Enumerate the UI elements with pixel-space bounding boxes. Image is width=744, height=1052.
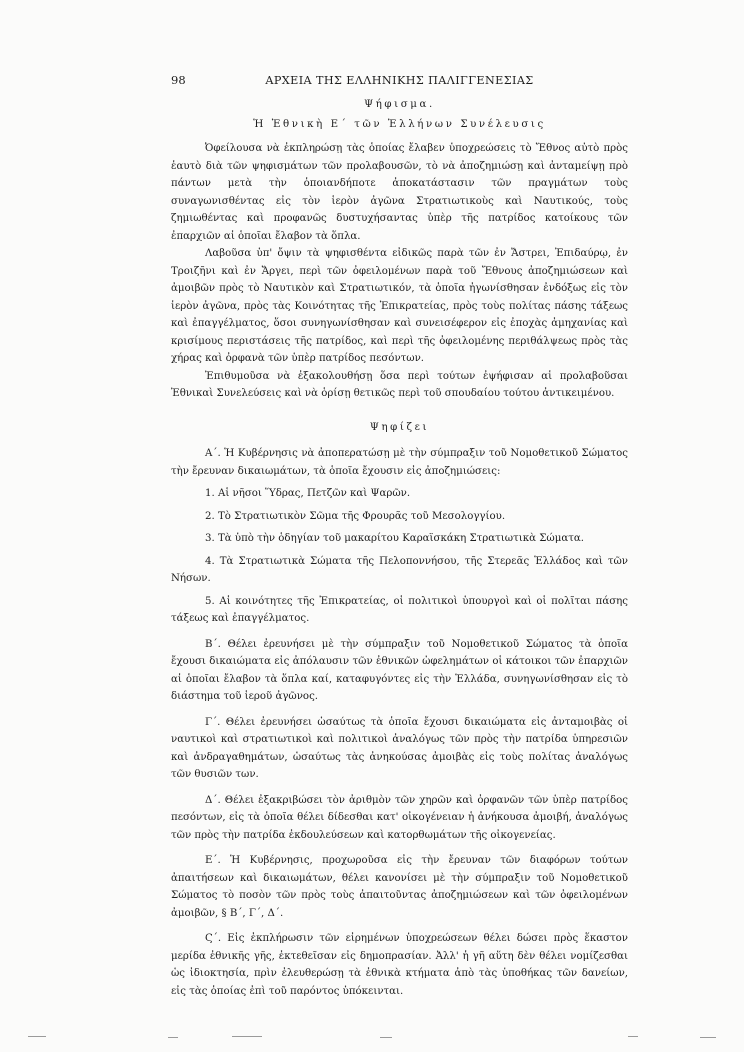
article-d: Δ΄. Θέλει ἐξακριβώσει τὸν ἀριθμὸν τῶν χηρῶν καὶ ὀρφανῶν τῶν ὑπὲρ πατρίδος πεσόντων, εἰς τὰ ὁποῖα θέλει δίδεσθαι κατ' οἰκογένειαν ἡ ἀνήκουσα ἀμοιβή, ἀναλόγως τῶν πρὸς τὴν πατρίδα ἐκδουλεύσεων καὶ κατορθωμάτων τῆς οἰκογενείας. [171,794,628,841]
preamble-paragraph: Ἐπιθυμοῦσα νὰ ἐξακολουθήσῃ ὅσα περὶ τούτων ἐψήφισαν αἱ προλαβοῦσαι Ἐθνικαὶ Συνελεύσεις καὶ νὰ ὁρίσῃ θετικῶς περὶ τοῦ σπουδαίου τούτου ἀντικειμένου. [171,370,628,399]
article-f: Ϛ΄. Εἰς ἐκπλήρωσιν τῶν εἰρημένων ὑποχρεώσεων θέλει δώσει πρὸς ἕκαστον μερίδα ἐθνικῆς γῆς, ἐκτεθεῖσαν εἰς δημοπρασίαν. Ἀλλ' ἡ γῆ αὕτη δὲν θέλει νομίζεσθαι ὡς ἰδιοκτησία, πρὶν ἐλευθερώσῃ τὰ ἐθνικὰ κτήματα ἀπὸ τὰς ὑποθήκας τῶν δανείων, εἰς τὰς ὁποίας ἐπὶ τοῦ παρόντος ὑπόκεινται. [171,933,628,997]
list-item: 2. Τὸ Στρατιωτικὸν Σῶμα τῆς Φρουρᾶς τοῦ Μεσολογγίου. [205,510,506,522]
decrees-heading: Ψηφίζει [369,421,430,433]
list-item: 4. Τὰ Στρατιωτικὰ Σώματα τῆς Πελοποννήσου, τῆς Στερεᾶς Ἑλλάδος καὶ τῶν Νήσων. [171,555,628,584]
article-e: Ε΄. Ἡ Κυβέρνησις, προχωροῦσα εἰς τὴν ἔρευναν τῶν διαφόρων τούτων ἀπαιτήσεων καὶ δικαιωμάτων, θέλει κανονίσει μὲ τὴν σύμπραξιν τοῦ Νομοθετικοῦ Σώματος τὸ ποσὸν τῶν πρὸς τοὺς ἀπαιτοῦντας ἀποζημιώσεων καὶ τῶν ὀφειλομένων ἀμοιβῶν, § Β΄, Γ΄, Δ΄. [171,855,628,919]
scan-mark [232,1036,262,1037]
list-item: 1. Αἱ νῆσοι Ὕδρας, Πετζῶν καὶ Ψαρῶν. [205,488,411,499]
list-item: 5. Αἱ κοινότητες τῆς Ἐπικρατείας, οἱ πολιτικοὶ ὑπουργοὶ καὶ οἱ πολῖται πάσης τάξεως καὶ ἐπαγγέλματος. [171,595,628,624]
document-page [171,72,628,1000]
scan-mark [628,1036,638,1037]
page-number: 98 [171,73,186,87]
scan-edge-marks [0,1036,744,1046]
scan-mark [168,1037,178,1038]
article-c: Γ΄. Θέλει ἐρευνήσει ὡσαύτως τὰ ὁποῖα ἔχουσι δικαιώματα εἰς ἀνταμοιβὰς οἱ ναυτικοὶ καὶ στρατιωτικοὶ καὶ πολιτικοὶ ἀναλόγως τῶν πρὸς τὴν πατρίδα ὑπηρεσιῶν καὶ ἀνδραγαθημάτων, ὡσαύτως τὰς ἀνηκούσας ἀμοιβὰς εἰς τοὺς πολίτας ἀναλόγως τῶν θυσιῶν των. [171,716,628,780]
scan-mark [380,1037,392,1038]
list-item: 3. Τὰ ὑπὸ τὴν ὁδηγίαν τοῦ μακαρίτου Καραϊσκάκη Στρατιωτικὰ Σώματα. [205,533,584,544]
preamble-paragraph: Ὀφείλουσα νὰ ἐκπληρώσῃ τὰς ὁποίας ἔλαβεν ὑποχρεώσεις τὸ Ἔθνος αὐτὸ πρὸς ἑαυτὸ διὰ τῶν ψηφισμάτων τῶν προλαβουσῶν, τὸ νὰ ἀποζημιώσῃ καὶ ἀνταμείψῃ πρὸ πάντων μετὰ τὴν ὁποιανδήποτε ἀποκατάστασιν τῶν πραγμάτων τοὺς συναγωνισθέντας εἰς τὸν ἱερὸν ἀγῶνα Στρατιωτικοὺς καὶ Ναυτικούς, τοὺς ζημιωθέντας καὶ προφανῶς δυστυχήσαντας ὑπὲρ τῆς πατρίδος κατοίκους τῶν ἐπαρχιῶν αἱ ὁποῖαι ἔλαβον τὰ ὅπλα. [171,143,628,242]
scan-mark [700,1037,716,1038]
article-a-intro: Α΄. Ἡ Κυβέρνησις νὰ ἀποπερατώσῃ μὲ τὴν σύμπραξιν τοῦ Νομοθετικοῦ Σώματος τὴν ἔρευναν δικαιωμάτων, τὰ ὁποῖα ἔχουσιν εἰς ἀποζημιώσεις: [171,448,628,477]
decree-heading: Ψήφισμα. [364,99,435,110]
running-header [171,72,628,90]
assembly-heading: Ἡ Ἐθνικὴ Ε΄ τῶν Ἑλλήνων Συνέλευσις [253,118,546,130]
article-b: Β΄. Θέλει ἐρευνήσει μὲ τὴν σύμπραξιν τοῦ Νομοθετικοῦ Σώματος τὰ ὁποῖα ἔχουσι δικαιώματα εἰς ἀπόλαυσιν τῶν ἐθνικῶν ὠφελημάτων οἱ κάτοικοι τῶν ἐπαρχιῶν αἱ ὁποῖαι ἔλαβον τὰ ὅπλα καί, καταφυγόντες εἰς τὴν Ἑλλάδα, συνηγωνίσθησαν εἰς τὸ διάστημα τοῦ ἱεροῦ ἀγῶνος. [171,638,628,702]
scan-mark [28,1036,46,1037]
preamble-paragraph: Λαβοῦσα ὑπ' ὄψιν τὰ ψηφισθέντα εἰδικῶς παρὰ τῶν ἐν Ἄστρει, Ἐπιδαύρῳ, ἐν Τροιζῆνι καὶ ἐν Ἄργει, περὶ τῶν ὀφειλομένων παρὰ τοῦ Ἔθνους ἀποζημιώσεων καὶ ἀμοιβῶν πρὸς τὸ Ναυτικὸν καὶ Στρατιωτικόν, τὰ ὁποῖα ἠγωνίσθησαν ἐνδόξως εἰς τὸν ἱερὸν ἀγῶνα, πρὸς τὰς Κοινότητας τῆς Ἐπικρατείας, πρὸς τοὺς πολίτας πάσης τάξεως καὶ ἐπαγγέλματος, ὅσοι συνηγωνίσθησαν καὶ συνεισέφερον εἰς ἐποχὰς ἀμηχανίας καὶ κρισίμους περιστάσεις τῆς πατρίδος, καὶ περὶ τῆς ὀφειλομένης περιθάλψεως πρὸς τὰς χήρας καὶ ὀρφανὰ τῶν ὑπὲρ πατρίδος πεσόντων. [171,248,628,364]
running-title: ΑΡΧΕΙΑ ΤΗΣ ΕΛΛΗΝΙΚΗΣ ΠΑΛΙΓΓΕΝΕΣΙΑΣ [265,74,534,87]
